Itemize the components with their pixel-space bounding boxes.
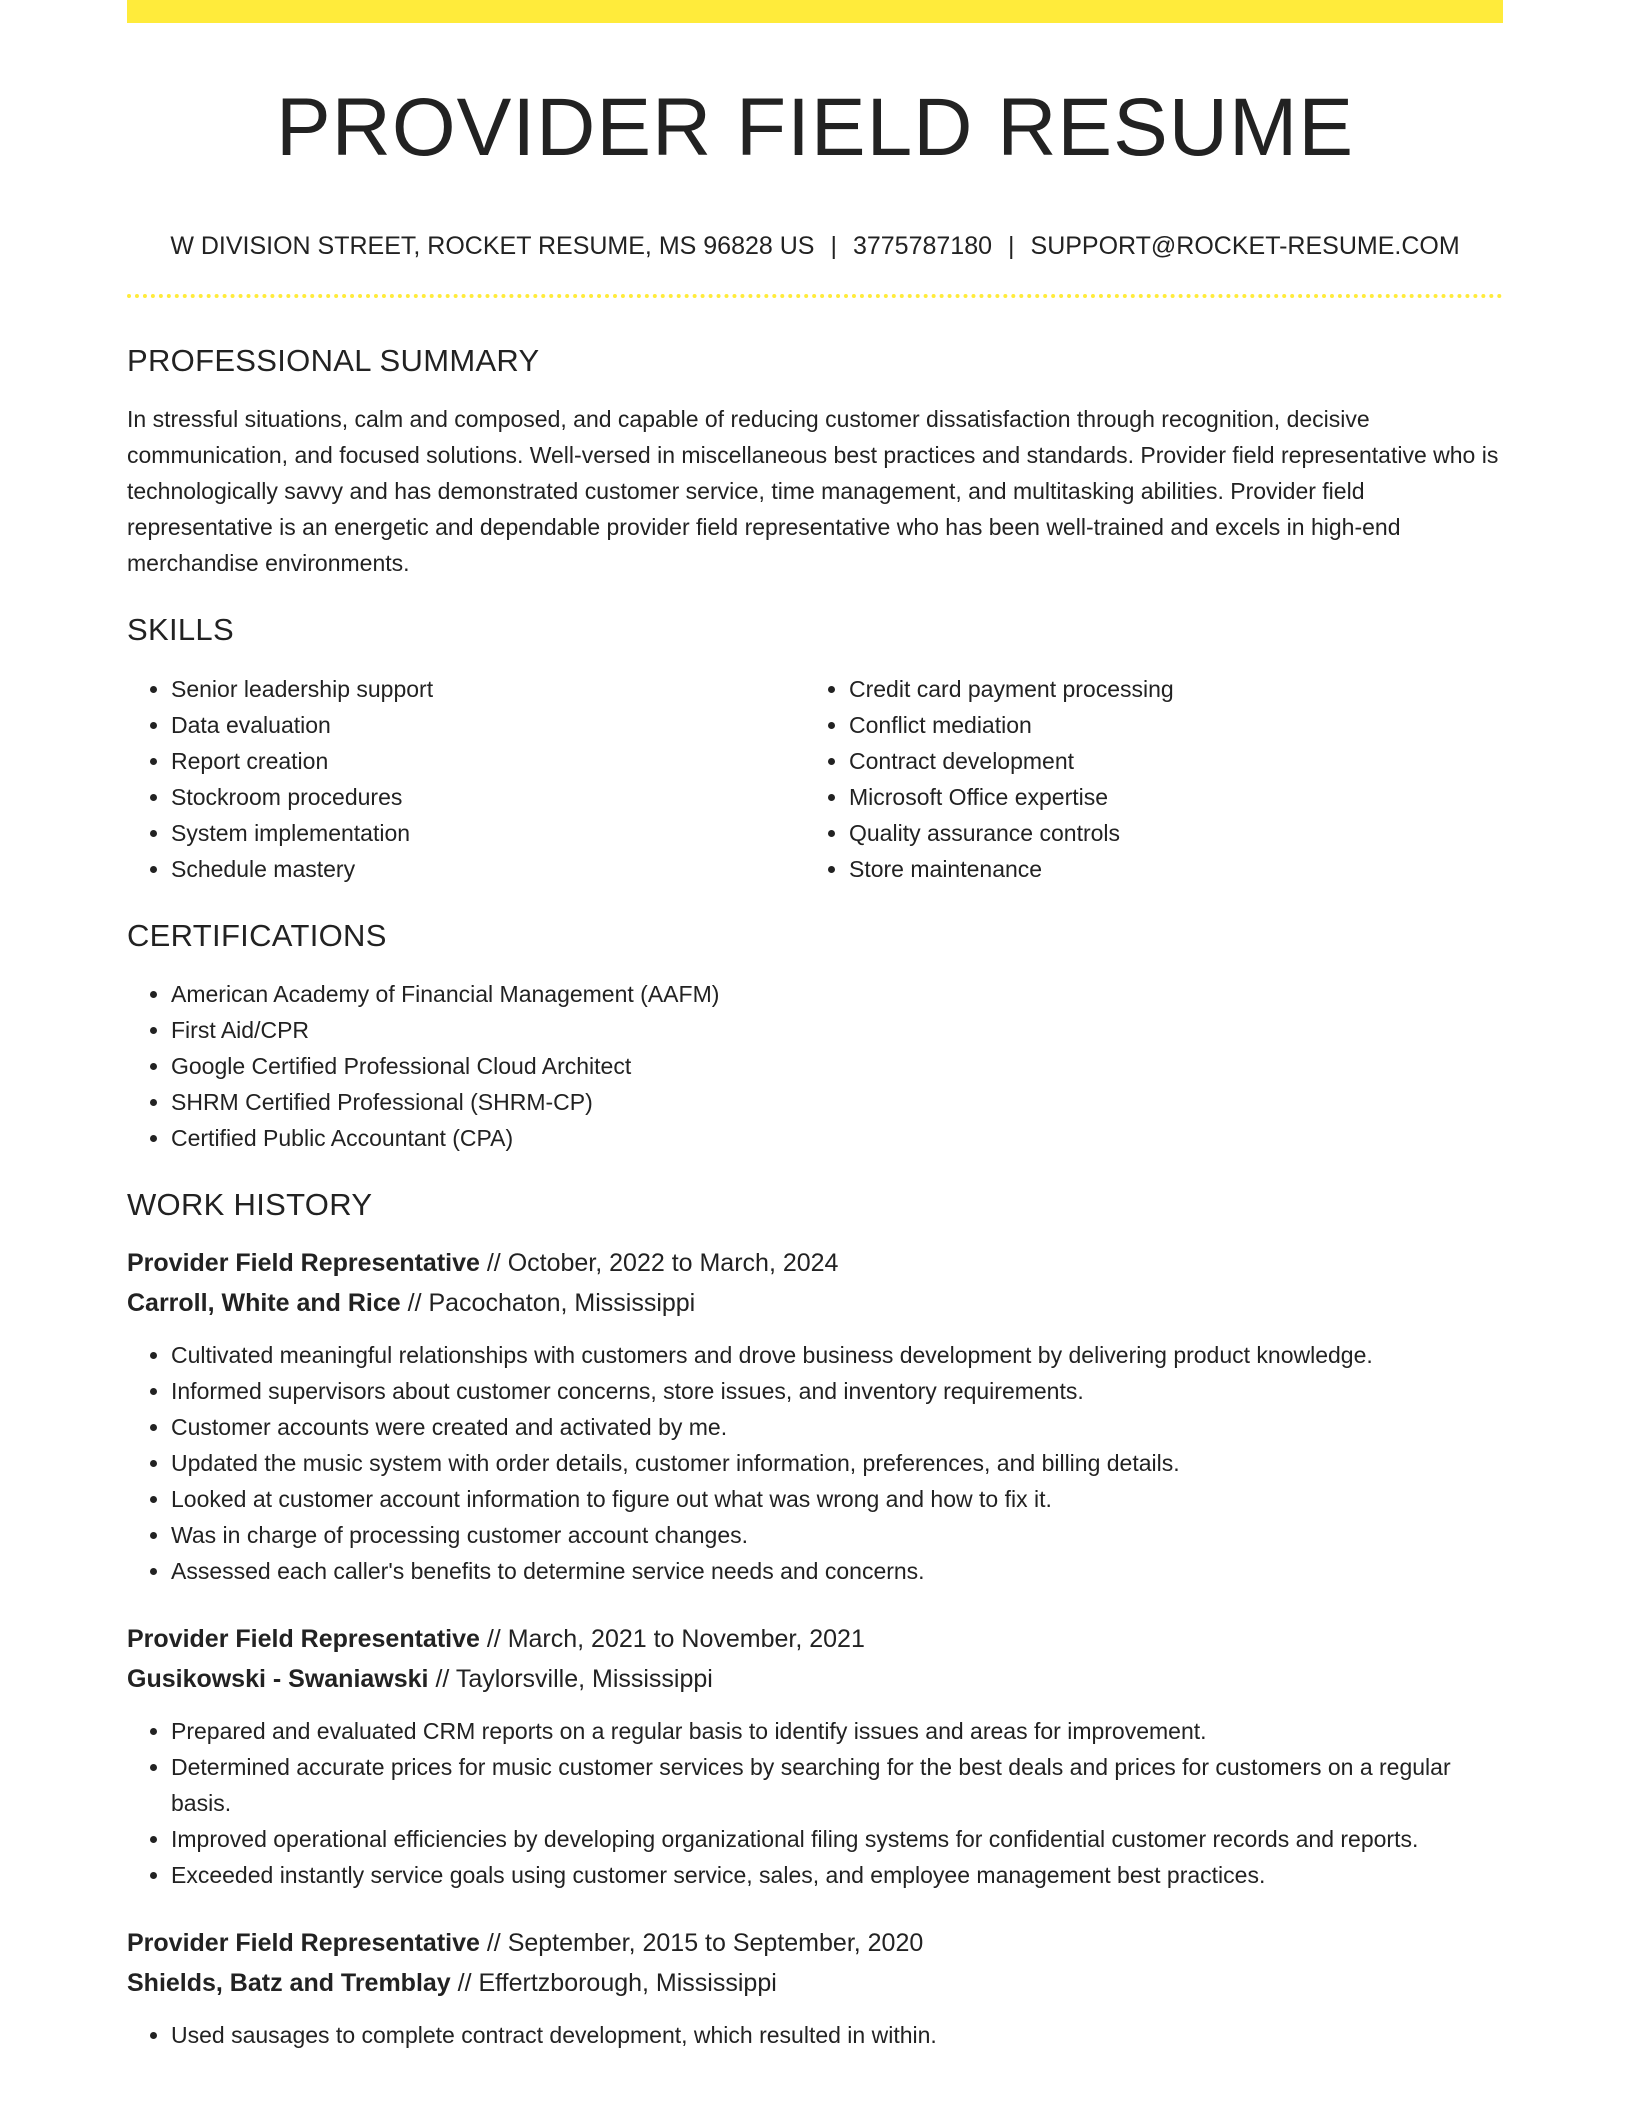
summary-text: In stressful situations, calm and composed, and capable of reducing customer dissatisfaction through recognition, decisive communication, and focused solutions. Well-versed in miscellaneous best practices and standards. Provider field representative who is technologically savvy and has demonstrated customer service, time management, and multitasking abilities. Provider field representative is an energetic and dependable provider field representative who has been well-trained and excels in high-end merchandise environments. xyxy=(127,406,1499,577)
job-dates: // October, 2022 to March, 2024 xyxy=(479,1248,839,1277)
resume-page xyxy=(127,0,1503,2053)
skill-item: • Contract development xyxy=(849,743,1483,779)
job-bullet: • Assessed each caller's benefits to determine service needs and concerns. xyxy=(171,1553,1503,1589)
address: W DIVISION STREET, ROCKET RESUME, MS 96828 US xyxy=(170,232,815,261)
job-title-line xyxy=(127,1923,1503,1963)
skill-item: • System implementation xyxy=(171,815,805,851)
job-bullet: • Customer accounts were created and activated by me. xyxy=(171,1409,1503,1445)
job-bullets xyxy=(127,2017,1503,2053)
certifications-heading: CERTIFICATIONS xyxy=(127,917,387,953)
job-company: Shields, Batz and Tremblay xyxy=(127,1968,451,1997)
job-company: Carroll, White and Rice xyxy=(127,1288,401,1317)
summary-heading: PROFESSIONAL SUMMARY xyxy=(127,343,540,379)
skill-item: • Schedule mastery xyxy=(171,851,805,887)
skill-item: • Microsoft Office expertise xyxy=(849,779,1483,815)
job-role: Provider Field Representative xyxy=(127,1248,480,1277)
job-bullet: • Prepared and evaluated CRM reports on a regular basis to identify issues and areas for improvement. xyxy=(171,1713,1503,1749)
certification-item: • Google Certified Professional Cloud Architect xyxy=(171,1048,1503,1084)
skill-item: • Credit card payment processing xyxy=(849,671,1483,707)
skills-list xyxy=(127,671,1503,887)
job-bullet: • Was in charge of processing customer account changes. xyxy=(171,1517,1503,1553)
job-location: // Effertzborough, Mississippi xyxy=(450,1968,777,1997)
job-company-line xyxy=(127,1963,1503,2003)
separator: | xyxy=(830,232,837,261)
email: SUPPORT@ROCKET-RESUME.COM xyxy=(1030,232,1460,261)
job-bullet: • Improved operational efficiencies by developing organizational filing systems for confidential customer records and reports. xyxy=(171,1821,1503,1857)
skill-item: • Conflict mediation xyxy=(849,707,1483,743)
phone: 3775787180 xyxy=(852,232,993,261)
accent-bar xyxy=(127,0,1503,23)
skill-item: • Stockroom procedures xyxy=(171,779,805,815)
job-bullet: • Looked at customer account information to figure out what was wrong and how to fix it. xyxy=(171,1481,1503,1517)
job-location: // Pacochaton, Mississippi xyxy=(400,1288,696,1317)
job-title-line xyxy=(127,1243,1503,1283)
job-bullets xyxy=(127,1337,1503,1589)
job-entry xyxy=(127,1619,1503,1893)
contact-line xyxy=(127,231,1503,261)
skills-column-left xyxy=(127,671,805,887)
job-company-line xyxy=(127,1283,1503,1323)
work-history-heading: WORK HISTORY xyxy=(127,1186,373,1222)
job-bullet: • Exceeded instantly service goals using customer service, sales, and employee management best practices. xyxy=(171,1857,1503,1893)
certification-item: • SHRM Certified Professional (SHRM-CP) xyxy=(171,1084,1503,1120)
job-location: // Taylorsville, Mississippi xyxy=(428,1664,713,1693)
skills-heading: SKILLS xyxy=(127,612,234,648)
skill-item: • Store maintenance xyxy=(849,851,1483,887)
job-dates: // September, 2015 to September, 2020 xyxy=(479,1928,924,1957)
job-bullet: • Used sausages to complete contract development, which resulted in within. xyxy=(171,2017,1503,2053)
separator: | xyxy=(1008,232,1015,261)
certification-item: • American Academy of Financial Management (AAFM) xyxy=(171,976,1503,1012)
job-bullet: • Updated the music system with order details, customer information, preferences, and billing details. xyxy=(171,1445,1503,1481)
dotted-divider xyxy=(127,294,1503,298)
skill-item: • Senior leadership support xyxy=(171,671,805,707)
skill-item: • Quality assurance controls xyxy=(849,815,1483,851)
job-bullet: • Informed supervisors about customer concerns, store issues, and inventory requirements. xyxy=(171,1373,1503,1409)
skill-item: • Report creation xyxy=(171,743,805,779)
job-company-line xyxy=(127,1659,1503,1699)
certification-item: • First Aid/CPR xyxy=(171,1012,1503,1048)
job-bullet: • Determined accurate prices for music customer services by searching for the best deals and prices for customers on a regular basis. xyxy=(171,1749,1503,1821)
job-company: Gusikowski - Swaniawski xyxy=(127,1664,429,1693)
job-role: Provider Field Representative xyxy=(127,1928,480,1957)
job-role: Provider Field Representative xyxy=(127,1624,480,1653)
job-bullet: • Cultivated meaningful relationships with customers and drove business development by delivering product knowledge. xyxy=(171,1337,1503,1373)
job-entry xyxy=(127,1243,1503,1589)
job-title-line xyxy=(127,1619,1503,1659)
job-entry xyxy=(127,1923,1503,2053)
skills-column-right xyxy=(805,671,1483,887)
job-bullets xyxy=(127,1713,1503,1893)
job-dates: // March, 2021 to November, 2021 xyxy=(479,1624,865,1653)
resume-title: PROVIDER FIELD RESUME xyxy=(275,82,1355,173)
skill-item: • Data evaluation xyxy=(171,707,805,743)
certifications-list xyxy=(127,976,1503,1156)
certification-item: • Certified Public Accountant (CPA) xyxy=(171,1120,1503,1156)
